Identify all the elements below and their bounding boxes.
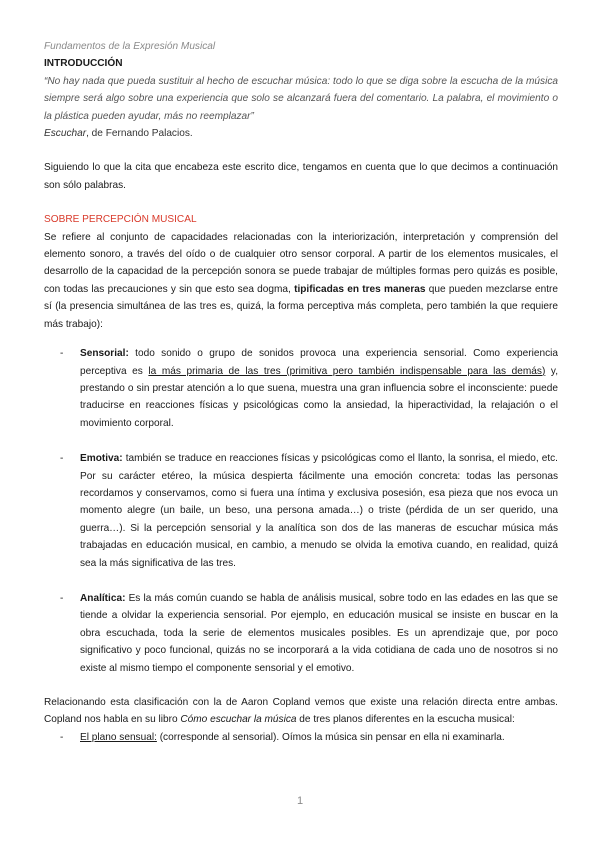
copland-paragraph-start: Relacionando esta clasificación con la de Aaron Copland vemos que existe una relación directa entre ambas. Copland nos habla en su libro <box>44 697 558 726</box>
list-dash: - <box>60 348 64 360</box>
list-item-emotiva <box>44 450 558 572</box>
page-number: 1 <box>296 795 304 807</box>
copland-book-title: Cómo escuchar la música <box>180 714 297 726</box>
section-paragraph-start: Se refiere al conjunto de capacidades relacionadas con la interiorización, interpretación y comprensión del elemento sonoro, a través del oído o de cualquier otro sensor corporal. A partir de los elementos musicales, el desarrollo de la capacidad de la percepción sonora se puede trabajar de múltiples formas pero quizás es posible, con todas las precauciones y sin que esto sea dogma, <box>44 231 558 295</box>
section-paragraph <box>44 229 558 333</box>
copland-paragraph <box>44 694 558 729</box>
plane-text: (corresponde al sensorial). Oímos la música sin pensar en ella ni examinarla. <box>156 731 505 743</box>
item-term: Sensorial: <box>80 348 129 360</box>
item-term: Analítica: <box>80 592 126 604</box>
list-item-sensorial <box>44 345 558 432</box>
list-dash: - <box>60 731 64 743</box>
perception-types-list <box>44 345 558 677</box>
quote-attribution <box>44 125 558 142</box>
intro-paragraph: Siguiendo lo que la cita que encabeza este escrito dice, tengamos en cuenta que lo que decimos a continuación son sólo palabras. <box>44 162 558 191</box>
list-item-plano-sensual <box>44 729 558 746</box>
copland-paragraph-end: de tres planos diferentes en la escucha musical: <box>296 714 515 726</box>
quote-source-title: Escuchar <box>44 128 87 140</box>
section-paragraph-bold: tipificadas en tres maneras <box>294 283 426 295</box>
item-underlined-text: la más primaria de las tres (primitiva pero también indispensable para las demás) <box>148 365 546 377</box>
item-text: Es la más común cuando se habla de análisis musical, sobre todo en las edades en las que se tiende a olvidar la experiencia sensorial. Por ejemplo, en educación musical se insiste en buscar en la obra escuchada, toda la serie de elementos musicales posibles. Es un aprendizaje que, por poco significativo y poco funcional, quizás no se incorporará a la vida cotidiana de cada uno de nosotros si no existe al mismo tiempo el componente sensorial y el emotivo. <box>80 592 558 674</box>
copland-planes-list <box>44 729 558 746</box>
introduction-heading: INTRODUCCIÓN <box>44 58 123 70</box>
item-term: Emotiva: <box>80 453 123 465</box>
document-body <box>44 38 558 746</box>
list-item-analitica <box>44 590 558 677</box>
list-dash: - <box>60 453 64 465</box>
section-title: SOBRE PERCEPCIÓN MUSICAL <box>44 214 197 226</box>
item-text: todo sonido o grupo de sonidos provoca una experiencia sensorial. Como experiencia perceptiva es <box>80 348 558 377</box>
list-dash: - <box>60 592 64 604</box>
section-paragraph-end: que pueden mezclarse entre sí (la presencia simultánea de las tres es, quizá, la forma perceptiva más completa, pero también la que requiere más trabajo): <box>44 283 558 330</box>
item-text-after: y, prestando o sin prestar atención a lo que suena, muestra una gran influencia sobre el inconsciente: puede traducirse en reacciones físicas y psicológicas como la ansiedad, la hiperactividad, la relajación o el movimiento corporal. <box>80 365 558 429</box>
quote-source-author: , de Fernando Palacios. <box>86 128 193 140</box>
item-text: también se traduce en reacciones físicas y psicológicas como el llanto, la sonrisa, el miedo, etc. Por su carácter etéreo, la música despierta fácilmente una emoción concreta: todas las personas recordamos y conservamos, como si fuera una íntima y exclusiva posesión, esa pieza que nos evoca un momento alegre (un baile, un beso, una persona amada…) o triste (pérdida de un ser querido, una guerra…). Si la percepción sensorial y la analítica son dos de las maneras de escuchar música más trabajadas en educación musical, en cambio, a menudo se olvida la emotiva cuando, en realidad, quizá sea la más significativa de las tres. <box>80 453 558 569</box>
plane-title: El plano sensual: <box>80 731 157 743</box>
opening-quote: “No hay nada que pueda sustituir al hecho de escuchar música: todo lo que se diga sobre la escucha de la música siempre será algo sobre una experiencia que solo se alcanzará fuera del comentario. La palabra, el movimiento o la plástica pueden ayudar, más no reemplazar” <box>44 75 558 122</box>
document-subject: Fundamentos de la Expresión Musical <box>44 41 216 52</box>
